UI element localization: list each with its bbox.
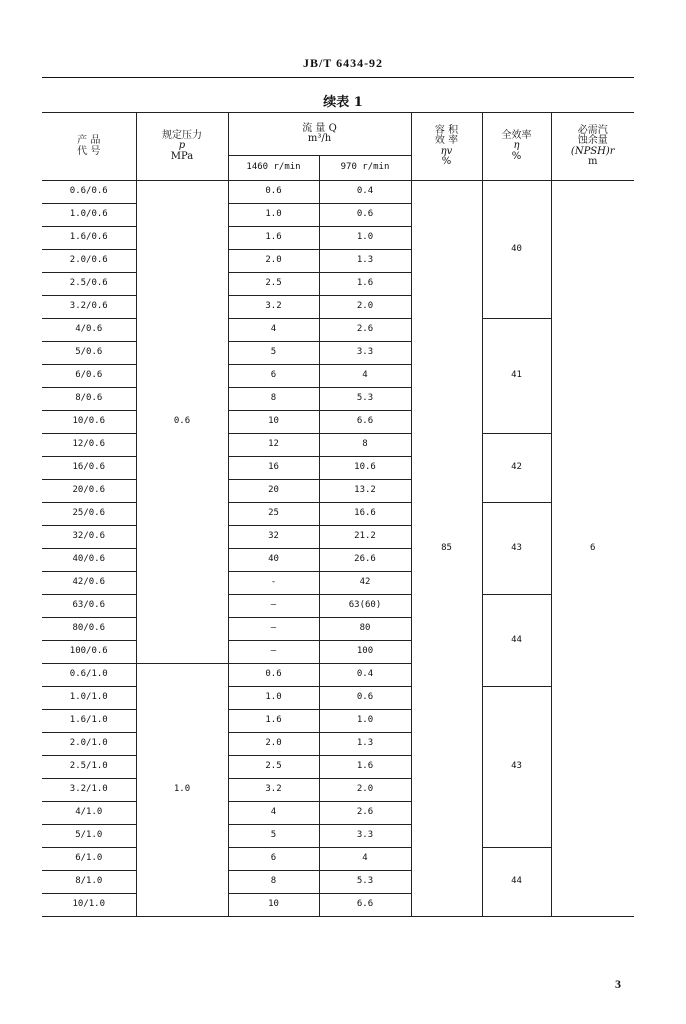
cell-flow-1460: 12 <box>228 434 319 457</box>
col-flow-1460: 1460 r/min <box>228 156 319 181</box>
cell-flow-970: 6.6 <box>319 894 411 917</box>
cell-product-code: 63/0.6 <box>42 595 136 618</box>
cell-flow-970: 16.6 <box>319 503 411 526</box>
cell-flow-970: 1.3 <box>319 733 411 756</box>
cell-product-code: 4/0.6 <box>42 319 136 342</box>
cell-flow-1460: 2.0 <box>228 733 319 756</box>
cell-flow-970: 1.6 <box>319 273 411 296</box>
cell-flow-970: 26.6 <box>319 549 411 572</box>
cell-flow-1460: 1.0 <box>228 687 319 710</box>
table-row <box>42 181 634 204</box>
col-flow-970: 970 r/min <box>319 156 411 181</box>
cell-product-code: 0.6/1.0 <box>42 664 136 687</box>
pump-spec-table <box>42 112 634 917</box>
cell-flow-970: 13.2 <box>319 480 411 503</box>
cell-product-code: 1.6/1.0 <box>42 710 136 733</box>
cell-flow-1460: 0.6 <box>228 181 319 204</box>
cell-flow-1460: 25 <box>228 503 319 526</box>
cell-flow-970: 0.4 <box>319 664 411 687</box>
cell-flow-970: 100 <box>319 641 411 664</box>
cell-flow-1460: 8 <box>228 388 319 411</box>
cell-product-code: 12/0.6 <box>42 434 136 457</box>
cell-flow-1460: — <box>228 595 319 618</box>
cell-flow-970: 1.0 <box>319 227 411 250</box>
cell-flow-1460: 6 <box>228 365 319 388</box>
cell-flow-970: 10.6 <box>319 457 411 480</box>
cell-flow-970: 5.3 <box>319 388 411 411</box>
cell-product-code: 0.6/0.6 <box>42 181 136 204</box>
cell-volumetric-efficiency: 85 <box>411 181 482 917</box>
cell-product-code: 6/1.0 <box>42 848 136 871</box>
cell-flow-1460: 10 <box>228 894 319 917</box>
col-npsh: 必需汽 蚀余量 (NPSH)r m <box>551 113 634 181</box>
cell-rated-pressure: 1.0 <box>136 664 228 917</box>
cell-flow-970: 0.6 <box>319 687 411 710</box>
cell-product-code: 16/0.6 <box>42 457 136 480</box>
cell-flow-1460: 2.5 <box>228 756 319 779</box>
cell-flow-970: 2.6 <box>319 802 411 825</box>
cell-flow-970: 1.3 <box>319 250 411 273</box>
cell-total-efficiency: 44 <box>482 848 551 917</box>
cell-flow-1460: - <box>228 572 319 595</box>
cell-flow-970: 3.3 <box>319 342 411 365</box>
cell-flow-1460: 5 <box>228 342 319 365</box>
cell-npsh: 6 <box>551 181 634 917</box>
cell-flow-970: 1.6 <box>319 756 411 779</box>
cell-flow-970: 2.0 <box>319 779 411 802</box>
cell-total-efficiency: 43 <box>482 503 551 595</box>
table-row <box>42 595 634 618</box>
cell-flow-1460: 2.0 <box>228 250 319 273</box>
cell-flow-970: 2.6 <box>319 319 411 342</box>
cell-rated-pressure: 0.6 <box>136 181 228 664</box>
cell-flow-1460: 5 <box>228 825 319 848</box>
cell-flow-1460: — <box>228 641 319 664</box>
cell-product-code: 5/0.6 <box>42 342 136 365</box>
cell-product-code: 2.5/1.0 <box>42 756 136 779</box>
cell-total-efficiency: 42 <box>482 434 551 503</box>
cell-total-efficiency: 44 <box>482 595 551 687</box>
cell-flow-1460: 20 <box>228 480 319 503</box>
col-total-efficiency: 全效率 η % <box>482 113 551 181</box>
cell-product-code: 1.6/0.6 <box>42 227 136 250</box>
cell-flow-970: 2.0 <box>319 296 411 319</box>
cell-flow-970: 4 <box>319 848 411 871</box>
col-product-code: 产 品 代 号 <box>42 113 136 181</box>
table-row <box>42 319 634 342</box>
cell-flow-970: 21.2 <box>319 526 411 549</box>
cell-flow-970: 3.3 <box>319 825 411 848</box>
cell-product-code: 10/0.6 <box>42 411 136 434</box>
table-row <box>42 434 634 457</box>
cell-flow-1460: 8 <box>228 871 319 894</box>
cell-product-code: 5/1.0 <box>42 825 136 848</box>
cell-total-efficiency: 41 <box>482 319 551 434</box>
cell-total-efficiency: 43 <box>482 687 551 848</box>
table-row <box>42 848 634 871</box>
cell-flow-1460: 4 <box>228 802 319 825</box>
header-rule <box>42 77 634 78</box>
cell-flow-1460: 1.0 <box>228 204 319 227</box>
col-flow: 流 量 Q m³/h <box>228 113 411 156</box>
table-body <box>42 181 634 917</box>
cell-product-code: 25/0.6 <box>42 503 136 526</box>
cell-flow-970: 8 <box>319 434 411 457</box>
page-number: 3 <box>615 977 621 991</box>
cell-product-code: 2.0/1.0 <box>42 733 136 756</box>
cell-product-code: 1.0/1.0 <box>42 687 136 710</box>
cell-product-code: 40/0.6 <box>42 549 136 572</box>
table-row <box>42 687 634 710</box>
cell-flow-1460: — <box>228 618 319 641</box>
cell-flow-1460: 10 <box>228 411 319 434</box>
cell-product-code: 8/0.6 <box>42 388 136 411</box>
cell-product-code: 4/1.0 <box>42 802 136 825</box>
cell-flow-970: 1.0 <box>319 710 411 733</box>
cell-flow-970: 0.6 <box>319 204 411 227</box>
cell-flow-970: 5.3 <box>319 871 411 894</box>
cell-flow-1460: 40 <box>228 549 319 572</box>
cell-product-code: 8/1.0 <box>42 871 136 894</box>
cell-flow-1460: 6 <box>228 848 319 871</box>
cell-flow-1460: 3.2 <box>228 779 319 802</box>
cell-product-code: 1.0/0.6 <box>42 204 136 227</box>
cell-flow-1460: 3.2 <box>228 296 319 319</box>
cell-product-code: 10/1.0 <box>42 894 136 917</box>
cell-flow-970: 63(60) <box>319 595 411 618</box>
table-row <box>42 503 634 526</box>
cell-product-code: 20/0.6 <box>42 480 136 503</box>
cell-product-code: 32/0.6 <box>42 526 136 549</box>
col-rated-pressure: 规定压力 p MPa <box>136 113 228 181</box>
cell-flow-1460: 0.6 <box>228 664 319 687</box>
cell-total-efficiency: 40 <box>482 181 551 319</box>
cell-flow-1460: 32 <box>228 526 319 549</box>
cell-product-code: 2.0/0.6 <box>42 250 136 273</box>
cell-product-code: 2.5/0.6 <box>42 273 136 296</box>
cell-flow-970: 80 <box>319 618 411 641</box>
cell-flow-970: 4 <box>319 365 411 388</box>
cell-flow-970: 0.4 <box>319 181 411 204</box>
cell-flow-1460: 4 <box>228 319 319 342</box>
cell-product-code: 80/0.6 <box>42 618 136 641</box>
cell-product-code: 3.2/1.0 <box>42 779 136 802</box>
cell-flow-970: 6.6 <box>319 411 411 434</box>
cell-flow-1460: 2.5 <box>228 273 319 296</box>
col-volumetric-efficiency: 容 积 效 率 ηv % <box>411 113 482 181</box>
cell-product-code: 42/0.6 <box>42 572 136 595</box>
cell-flow-970: 42 <box>319 572 411 595</box>
standard-code-header: JB/T 6434-92 <box>302 56 384 70</box>
cell-flow-1460: 1.6 <box>228 710 319 733</box>
cell-product-code: 3.2/0.6 <box>42 296 136 319</box>
cell-flow-1460: 1.6 <box>228 227 319 250</box>
cell-product-code: 100/0.6 <box>42 641 136 664</box>
cell-flow-1460: 16 <box>228 457 319 480</box>
cell-product-code: 6/0.6 <box>42 365 136 388</box>
table-caption: 续表 1 <box>323 95 363 110</box>
